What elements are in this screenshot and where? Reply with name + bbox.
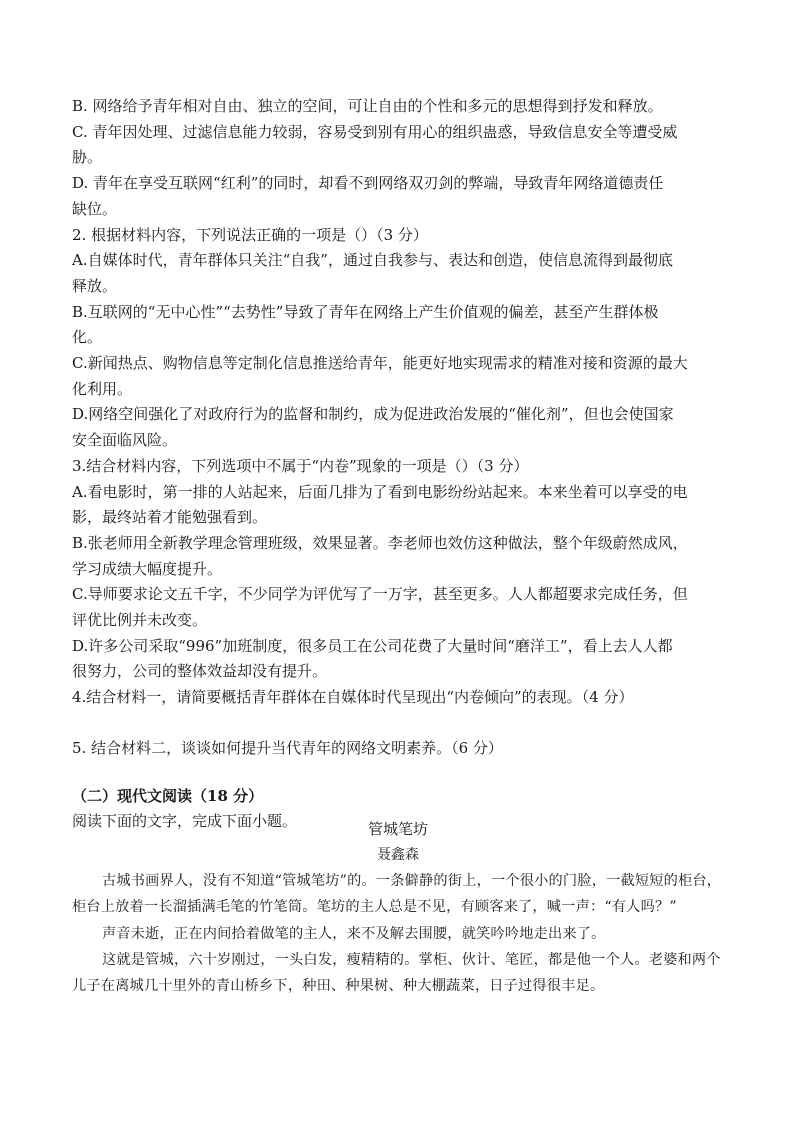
question-lines xyxy=(72,94,724,711)
article-author: 聂鑫森 xyxy=(377,846,419,863)
text-line: 胁。 xyxy=(72,148,103,167)
article-paragraph: 声音未逝，正在内间拾着做笔的主人，来不及解去围腰，就笑吟吟地走出来了。 xyxy=(102,925,606,942)
text-line: 评优比例并未改变。 xyxy=(72,611,208,630)
text-line: C.导师要求论文五千字，不少同学为评优写了一万字，甚至更多。人人都超要求完成任务，但 xyxy=(72,585,688,604)
text-line: B.互联网的“无中心性”“去势性”导致了青年在网络上产生价值观的偏差，甚至产生群体极 xyxy=(72,302,659,321)
text-line: 安全面临风险。 xyxy=(72,431,178,450)
text-line: 很努力，公司的整体效益却没有提升。 xyxy=(72,662,328,681)
text-line: C.新闻热点、购物信息等定制化信息推送给青年，能更好地实现需求的精准对接和资源的最大 xyxy=(72,354,688,373)
text-line: 释放。 xyxy=(72,276,118,295)
article-paragraph: 这就是管城，六十岁刚过，一头白发，瘦精精的。掌柜、伙计、笔匠，都是他一个人。老婆和两个儿子在离城几十里外的青山桥乡下，种田、种果树、种大棚蔬菜，日子过得很丰足。 xyxy=(72,951,721,995)
text-line: 影，最终站着才能勉强看到。 xyxy=(72,508,268,527)
reading-article xyxy=(72,817,724,999)
section-heading: （二）现代文阅读（18 分） xyxy=(72,786,264,805)
text-line: 化利用。 xyxy=(72,379,133,398)
section-instruction: 阅读下面的文字，完成下面小题。 xyxy=(72,812,298,831)
text-line: 缺位。 xyxy=(72,199,118,218)
text-line: D.网络空间强化了对政府行为的监督和制约，成为促进政治发展的“催化剂”，但也会使国家 xyxy=(72,405,674,424)
text-line: B.张老师用全新教学理念管理班级，效果显著。李老师也效仿这种做法，整个年级蔚然成风， xyxy=(72,533,688,552)
text-line: 3.结合材料内容，下列选项中不属于“内卷”现象的一项是（）（3 分） xyxy=(72,456,529,475)
text-line: A.自媒体时代，青年群体只关注“自我”，通过自我参与、表达和创造，使信息流得到最彻底 xyxy=(72,251,673,270)
answer-space xyxy=(72,711,724,736)
text-line: C. 青年因处理、过滤信息能力较弱，容易受到别有用心的组织蛊惑，导致信息安全等遭受威 xyxy=(72,122,678,141)
text-line: 2. 根据材料内容，下列说法正确的一项是（）（3 分） xyxy=(72,225,428,244)
text-line: B. 网络给予青年相对自由、独立的空间，可让自由的个性和多元的思想得到抒发和释放。 xyxy=(72,97,663,115)
answer-space xyxy=(72,762,724,784)
text-line: D.许多公司采取“996”加班制度，很多员工在公司花费了大量时间“磨洋工”，看上去人人都 xyxy=(72,636,673,655)
text-line: 学习成绩大幅度提升。 xyxy=(72,559,223,578)
text-line: 化。 xyxy=(72,328,103,347)
question-block xyxy=(72,94,724,835)
text-line: D. 青年在享受互联网“红利”的同时，却看不到网络双刃剑的弊端，导致青年网络道德责任 xyxy=(72,174,664,193)
article-paragraph: 古城书画界人，没有不知道“管城笔坊”的。一条僻静的街上，一个很小的门脸，一截短短的柜台，柜台上放着一长溜插满毛笔的竹笔筒。笔坊的主人总是不见，有顾客来了，喊一声：“有人吗？” xyxy=(72,873,722,916)
text-line: A.看电影时，第一排的人站起来，后面几排为了看到电影纷纷站起来。本来坐着可以享受的电 xyxy=(72,482,688,501)
article-title: 管城笔坊 xyxy=(367,820,428,838)
text-line: 4.结合材料一，请简要概括青年群体在自媒体时代呈现出“内卷倾向”的表现。（4 分） xyxy=(72,688,634,707)
question-5: 5. 结合材料二，谈谈如何提升当代青年的网络文明素养。（6 分） xyxy=(72,738,503,757)
